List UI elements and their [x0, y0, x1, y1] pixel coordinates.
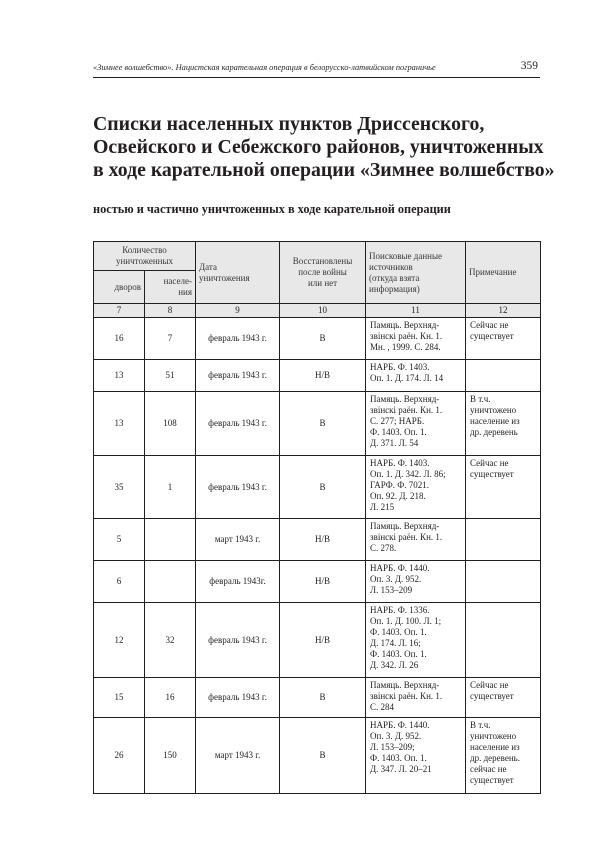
date-cell: февраль 1943 г.: [196, 360, 280, 392]
column-number: 8: [145, 304, 196, 318]
source-cell: НАРБ. Ф. 1336. Оп. 1. Д. 100. Л. 1; Ф. 1403. Оп. 1. Д. 174. Л. 16; Ф. 1403. Оп. 1. Д. 342. Л. 26: [366, 603, 466, 678]
source-cell: Памяць. Верхняд- звінскі раён. Кн. 1. С. 284: [366, 678, 466, 718]
section-title-line: в ходе карательной операции «Зимнее волшебство»: [93, 159, 555, 181]
table-row: [94, 392, 541, 456]
table-row: [94, 561, 541, 603]
header-row: [94, 242, 541, 271]
running-header: [93, 60, 540, 76]
section-title-line: Списки населенных пунктов Дриссенского,: [93, 113, 485, 135]
restored-cell: В: [280, 318, 366, 360]
households-cell: 26: [94, 718, 145, 794]
header-population: населе- ния: [145, 271, 196, 304]
source-cell: НАРБ. Ф. 1403. Оп. 1. Д. 174. Л. 14: [366, 360, 466, 392]
note-cell: [466, 603, 541, 678]
column-number: 9: [196, 304, 280, 318]
population-cell: 16: [145, 678, 196, 718]
note-cell: [466, 360, 541, 392]
restored-cell: Н/В: [280, 360, 366, 392]
column-number: 7: [94, 304, 145, 318]
population-cell: [145, 519, 196, 561]
population-cell: 7: [145, 318, 196, 360]
households-cell: 6: [94, 561, 145, 603]
population-cell: 150: [145, 718, 196, 794]
table-row: [94, 603, 541, 678]
households-cell: 15: [94, 678, 145, 718]
population-cell: 32: [145, 603, 196, 678]
restored-cell: В: [280, 678, 366, 718]
section-title-line: Освейского и Себежского районов, уничтоженных: [93, 136, 544, 158]
table-row: [94, 318, 541, 360]
date-cell: февраль 1943 г.: [196, 603, 280, 678]
settlements-table: [93, 241, 541, 794]
households-cell: 16: [94, 318, 145, 360]
restored-cell: Н/В: [280, 603, 366, 678]
population-cell: 108: [145, 392, 196, 456]
restored-cell: В: [280, 392, 366, 456]
source-cell: Памяць. Верхняд- звінскі раён. Кн. 1. Мн. , 1999. С. 284.: [366, 318, 466, 360]
population-cell: [145, 561, 196, 603]
date-cell: февраль 1943 г.: [196, 392, 280, 456]
date-cell: март 1943 г.: [196, 519, 280, 561]
table-row: [94, 456, 541, 519]
restored-cell: В: [280, 718, 366, 794]
source-cell: Памяць. Верхняд- звінскі раён. Кн. 1. С. 278.: [366, 519, 466, 561]
source-cell: Памяць. Верхняд- звінскі раён. Кн. 1. С. 277; НАРБ. Ф. 1403. Оп. 1. Д. 371. Л. 54: [366, 392, 466, 456]
households-cell: 12: [94, 603, 145, 678]
date-cell: февраль 1943 г.: [196, 678, 280, 718]
source-cell: НАРБ. Ф. 1403. Оп. 1. Д. 342. Л. 86; ГАРФ. Ф. 7021. Оп. 92. Д. 218. Л. 215: [366, 456, 466, 519]
households-cell: 13: [94, 360, 145, 392]
section-title: [93, 113, 555, 182]
column-number: 12: [466, 304, 541, 318]
population-cell: 1: [145, 456, 196, 519]
table-row: [94, 360, 541, 392]
date-cell: февраль 1943 г.: [196, 318, 280, 360]
header-rule: [93, 77, 540, 78]
restored-cell: Н/В: [280, 519, 366, 561]
column-number: 11: [366, 304, 466, 318]
table-row: [94, 718, 541, 794]
restored-cell: В: [280, 456, 366, 519]
header-households: дворов: [94, 271, 145, 304]
note-cell: [466, 519, 541, 561]
note-cell: В т.ч. уничтожено население из др. деревень. сейчас не существует: [466, 718, 541, 794]
page-number: 359: [520, 60, 538, 72]
column-number-row: [94, 304, 541, 318]
header-note: Примечание: [466, 242, 541, 304]
table-subtitle: ностью и частично уничтоженных в ходе карательной операции: [93, 202, 451, 216]
date-cell: февраль 1943г.: [196, 561, 280, 603]
note-cell: Сейчас не существует: [466, 678, 541, 718]
households-cell: 35: [94, 456, 145, 519]
restored-cell: Н/В: [280, 561, 366, 603]
note-cell: [466, 561, 541, 603]
running-title: «Зимнее волшебство». Нацистская карательная операция в белорусско-латвийском пограничье: [93, 63, 436, 72]
header-date: Дата уничтожения: [196, 242, 280, 304]
table-row: [94, 519, 541, 561]
note-cell: Сейчас не существует: [466, 318, 541, 360]
households-cell: 13: [94, 392, 145, 456]
header-sources: Поисковые данные источников (откуда взята информация): [366, 242, 466, 304]
note-cell: Сейчас не существует: [466, 456, 541, 519]
source-cell: НАРБ. Ф. 1440. Оп. 3. Д. 952. Л. 153–209; Ф. 1403. Оп. 1. Д. 347. Л. 20–21: [366, 718, 466, 794]
header-destroyed-count: Количество уничтоженных: [94, 242, 196, 271]
source-cell: НАРБ. Ф. 1440. Оп. 3. Д. 952. Л. 153–209: [366, 561, 466, 603]
note-cell: В т.ч. уничтожено население из др. деревень: [466, 392, 541, 456]
date-cell: март 1943 г.: [196, 718, 280, 794]
date-cell: февраль 1943 г.: [196, 456, 280, 519]
table-row: [94, 678, 541, 718]
header-restored: Восстановлены после войны или нет: [280, 242, 366, 304]
households-cell: 5: [94, 519, 145, 561]
column-number: 10: [280, 304, 366, 318]
population-cell: 51: [145, 360, 196, 392]
